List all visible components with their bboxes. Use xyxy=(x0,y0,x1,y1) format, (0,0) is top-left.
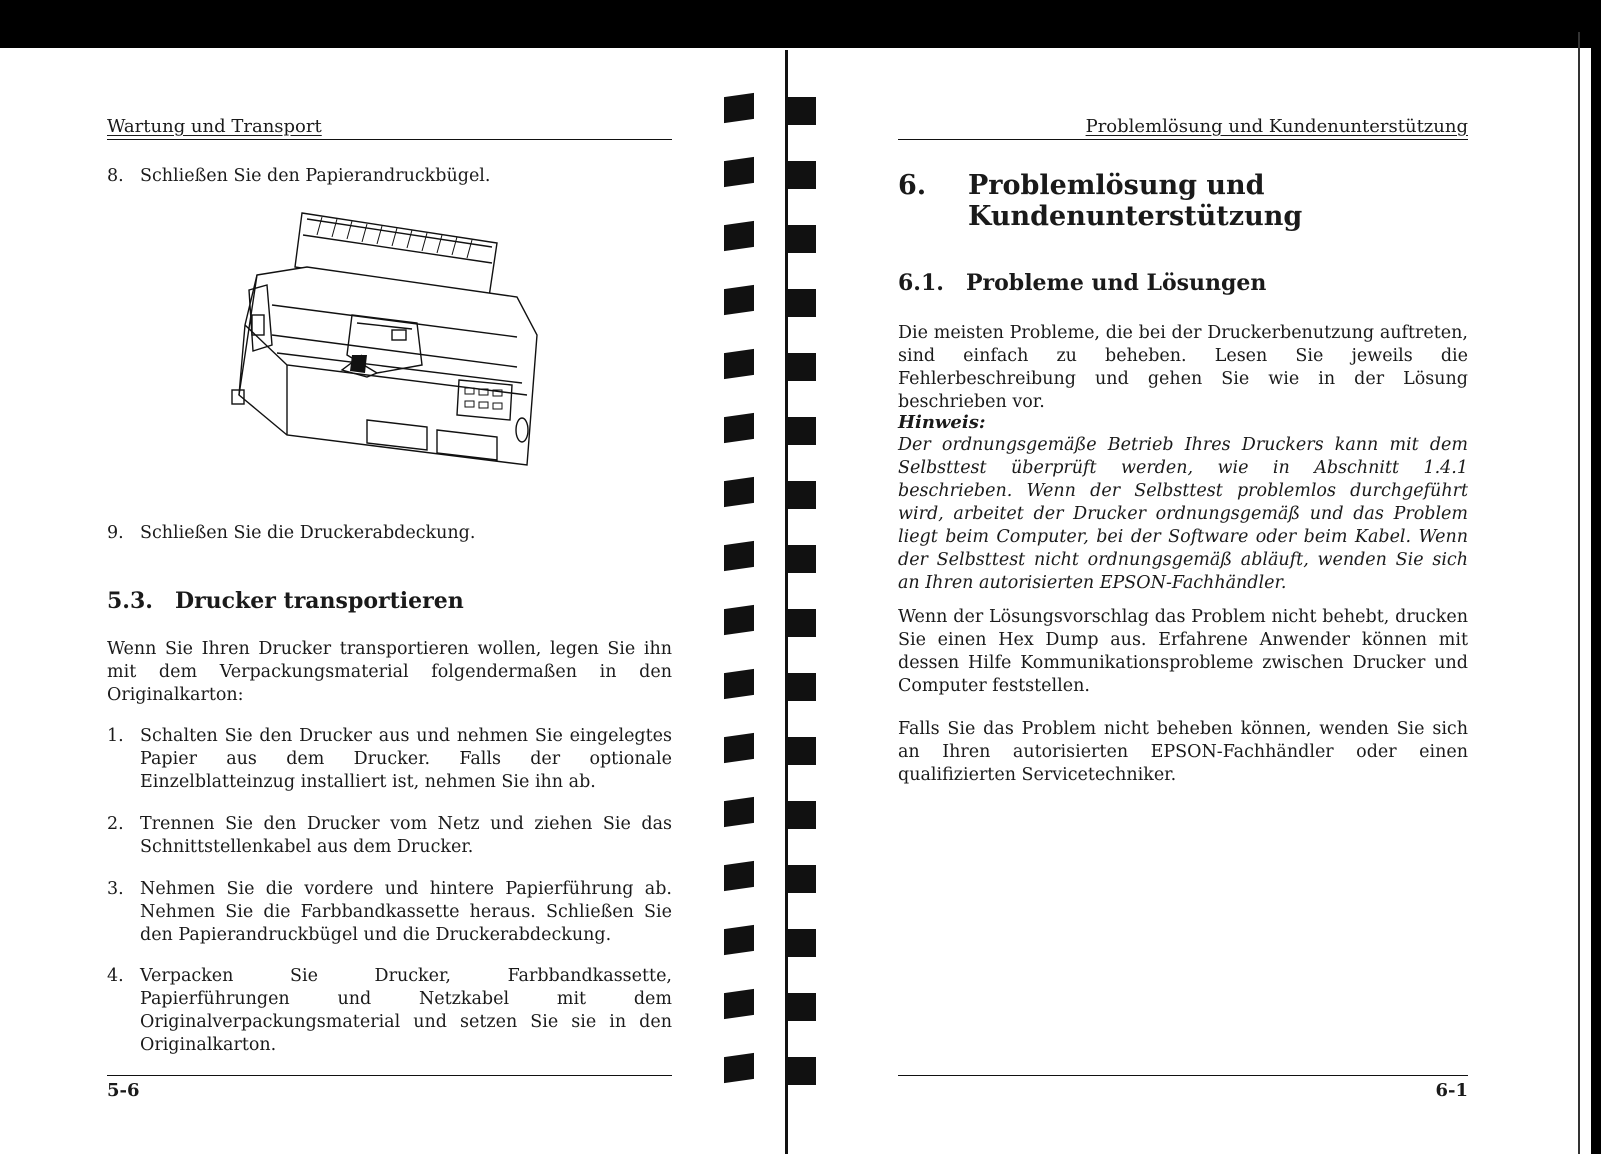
binding-tab-left xyxy=(724,925,754,955)
section-number: 6.1. xyxy=(898,270,944,296)
step-number: 2. xyxy=(107,814,124,834)
spiral-binding xyxy=(730,50,840,1154)
scan-top-border xyxy=(0,0,1601,48)
scan-right-border xyxy=(1591,30,1601,1154)
paragraph-dealer: Falls Sie das Problem nicht beheben können, wenden Sie sich an Ihren autorisierten EPSON-Fachhändler oder einen qualifizierten Servicetechniker. xyxy=(898,719,1468,785)
binding-tab-right xyxy=(788,481,816,509)
binding-tab-right xyxy=(788,289,816,317)
binding-tab-left xyxy=(724,349,754,379)
chapter-title-line-1: Problemlösung und xyxy=(968,170,1265,201)
binding-tab-left xyxy=(724,605,754,635)
section-number: 5.3. xyxy=(107,588,153,614)
step-text: Schließen Sie die Druckerabdeckung. xyxy=(140,523,476,543)
binding-tab-right xyxy=(788,161,816,189)
paragraph-hex-dump: Wenn der Lösungsvorschlag das Problem nicht behebt, drucken Sie einen Hex Dump aus. Erfahrene Anwender können mit dessen Hilfe Kommunikationsprobleme zwischen Drucker und Computer feststellen. xyxy=(898,607,1468,696)
binding-tab-right xyxy=(788,225,816,253)
binding-tab-right xyxy=(788,609,816,637)
binding-tab-left xyxy=(724,1053,754,1083)
section-heading-6-1 xyxy=(898,270,1266,296)
binding-tab-left xyxy=(724,733,754,763)
binding-tab-right xyxy=(788,97,816,125)
section-title: Probleme und Lösungen xyxy=(966,270,1267,296)
binding-tab-right xyxy=(788,1057,816,1085)
step-number: 8. xyxy=(107,166,124,186)
printer-illustration xyxy=(227,205,557,495)
chapter-title-line-2: Kundenunterstützung xyxy=(968,201,1303,232)
page-number-right: 6-1 xyxy=(1435,1080,1468,1101)
step-text: Schalten Sie den Drucker aus und nehmen Sie eingelegtes Papier aus dem Drucker. Falls der optionale Einzelblatteinzug installiert ist, nehmen Sie ihn ab. xyxy=(140,726,672,792)
binding-tab-right xyxy=(788,929,816,957)
binding-tab-left xyxy=(724,477,754,507)
note-label: Hinweis: xyxy=(898,412,986,433)
note-text: Der ordnungsgemäße Betrieb Ihres Druckers kann mit dem Selbsttest überprüft werden, wie in Abschnitt 1.4.1 beschrieben. Wenn der Selbsttest problemlos durchgeführt wird, arbeitet der Drucker ordnungsgemäß und das Problem liegt beim Computer, bei der Software oder beim Kabel. Wenn der Selbsttest nicht ordnungsgemäß abläuft, wenden Sie sich an Ihren autorisierten EPSON-Fachhändler. xyxy=(898,435,1468,593)
binding-tab-left xyxy=(724,797,754,827)
binding-tab-left xyxy=(724,861,754,891)
binding-tab-right xyxy=(788,993,816,1021)
binding-tab-right xyxy=(788,545,816,573)
section-heading-5-3 xyxy=(107,588,464,614)
step-1 xyxy=(107,725,672,794)
running-head-right xyxy=(898,116,1468,140)
step-number: 4. xyxy=(107,966,124,986)
running-head-text: Problemlösung und Kundenunterstützung xyxy=(1085,116,1468,137)
footer-rule-right xyxy=(898,1075,1468,1076)
step-4 xyxy=(107,965,672,1057)
binding-tab-left xyxy=(724,541,754,571)
chapter-heading xyxy=(898,170,1302,232)
step-3 xyxy=(107,878,672,947)
scan-right-edge-line xyxy=(1578,32,1580,1154)
binding-tab-left xyxy=(724,93,754,123)
section-title: Drucker transportieren xyxy=(175,588,464,614)
binding-tab-right xyxy=(788,801,816,829)
binding-tab-right xyxy=(788,353,816,381)
step-9 xyxy=(107,522,672,545)
binding-tab-right xyxy=(788,737,816,765)
binding-tab-right xyxy=(788,417,816,445)
step-number: 3. xyxy=(107,879,124,899)
binding-tab-left xyxy=(724,989,754,1019)
step-text: Verpacken Sie Drucker, Farbbandkassette, Papierführungen und Netzkabel mit dem Originalverpackungsmaterial und setzen Sie sie in den Originalkarton. xyxy=(140,966,672,1055)
binding-tab-left xyxy=(724,157,754,187)
chapter-number: 6. xyxy=(898,170,927,201)
running-head-text: Wartung und Transport xyxy=(107,116,322,137)
step-text: Nehmen Sie die vordere und hintere Papierführung ab. Nehmen Sie die Farbbandkassette heraus. Schließen Sie den Papierandruckbügel und die Druckerabdeckung. xyxy=(140,879,672,945)
binding-tab-left xyxy=(724,221,754,251)
binding-tab-left xyxy=(724,285,754,315)
step-2 xyxy=(107,813,672,859)
intro-paragraph: Wenn Sie Ihren Drucker transportieren wollen, legen Sie ihn mit dem Verpackungsmaterial folgendermaßen in den Originalkarton: xyxy=(107,639,672,705)
binding-tab-right xyxy=(788,865,816,893)
binding-tab-right xyxy=(788,673,816,701)
binding-tab-left xyxy=(724,413,754,443)
step-number: 1. xyxy=(107,726,124,746)
step-text: Schließen Sie den Papierandruckbügel. xyxy=(140,166,491,186)
footer-rule-left xyxy=(107,1075,672,1076)
running-head-left xyxy=(107,116,672,140)
paragraph-intro: Die meisten Probleme, die bei der Druckerbenutzung auftreten, sind einfach zu beheben. Lesen Sie jeweils die Fehlerbeschreibung und gehen Sie wie in der Lösung beschrieben vor. xyxy=(898,323,1468,412)
step-text: Trennen Sie den Drucker vom Netz und ziehen Sie das Schnittstellenkabel aus dem Drucker. xyxy=(140,814,672,857)
binding-tab-left xyxy=(724,669,754,699)
page-number-left: 5-6 xyxy=(107,1080,140,1101)
chapter-title xyxy=(968,170,1302,232)
step-number: 9. xyxy=(107,523,124,543)
step-8 xyxy=(107,165,672,188)
